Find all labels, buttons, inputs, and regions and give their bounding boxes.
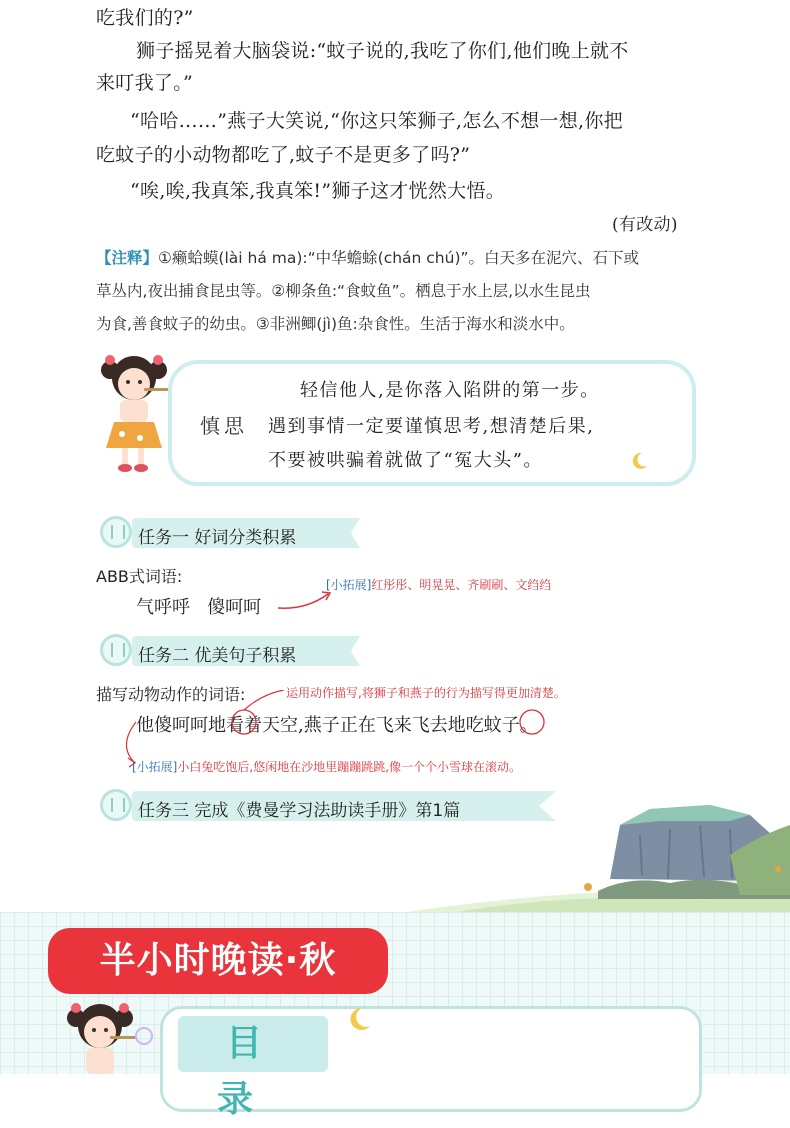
task2-extension — [132, 758, 521, 775]
task2-title: 任务二 优美句子积累 — [138, 646, 297, 666]
notes-text: ①癞蛤蟆(lài há ma):“中华蟾蜍(chán chú)”。白天多在泥穴、石下或 — [158, 249, 640, 267]
task1-title: 任务一 好词分类积累 — [138, 528, 297, 548]
tip-line: 遇到事情一定要谨慎思考,想清楚后果, — [268, 416, 595, 437]
tip-line: 不要被哄骗着就做了“冤大头”。 — [268, 450, 543, 471]
extension-tag: [小拓展] — [326, 578, 372, 592]
tip-label: 慎思 — [200, 414, 248, 438]
story-line: 来叮我了。” — [96, 72, 194, 94]
rock-landscape-illustration — [400, 795, 790, 915]
task2-category: 描写动物动作的词语: — [96, 685, 246, 704]
moon-icon — [344, 1004, 374, 1034]
girl-illustration — [62, 996, 162, 1074]
toc-title: 目录 — [178, 1016, 328, 1072]
section-banner: 半小时晚读·秋 — [48, 928, 388, 994]
notes-line-2: 草丛内,夜出捕食昆虫等。②柳条鱼:“食蚊鱼”。栖息于水上层,以水生昆虫 — [96, 282, 591, 300]
story-line: 狮子摇晃着大脑袋说:“蚊子说的,我吃了你们,他们晚上就不 — [136, 40, 629, 62]
task1-extension — [326, 576, 551, 593]
task1-words: 气呼呼 傻呵呵 — [136, 597, 262, 618]
story-line: “唉,唉,我真笨,我真笨!”狮子这才恍然大悟。 — [130, 180, 506, 202]
extension-text: 小白兔吃饱后,悠闲地在沙地里蹦蹦跳跳,像一个个小雪球在滚动。 — [177, 760, 522, 774]
task-icon — [100, 789, 132, 821]
task-icon — [100, 516, 132, 548]
task3-title: 任务三 完成《费曼学习法助读手册》第1篇 — [138, 801, 461, 821]
story-line: “哈哈……”燕子大笑说,“你这只笨狮子,怎么不想一想,你把 — [130, 110, 623, 132]
notes-line-1 — [96, 245, 639, 271]
task2-remark: 运用动作描写,将狮子和燕子的行为描写得更加清楚。 — [286, 686, 566, 700]
tip-line: 轻信他人,是你落入陷阱的第一步。 — [300, 380, 600, 401]
story-line: 吃我们的?” — [96, 7, 194, 29]
moon-icon — [628, 450, 650, 472]
story-line: 吃蚊子的小动物都吃了,蚊子不是更多了吗?” — [96, 144, 471, 166]
task2-sentence: 他傻呵呵地看着天空,燕子正在飞来飞去地吃蚊子。 — [136, 715, 538, 736]
notes-tag: 【注释】 — [96, 249, 159, 267]
task1-category: ABB式词语: — [96, 567, 183, 586]
adapted-note: (有改动) — [612, 215, 678, 235]
extension-text: 红彤彤、明晃晃、齐刷刷、文绉绉 — [371, 578, 552, 592]
notes-line-3: 为食,善食蚊子的幼虫。③非洲鲫(jì)鱼:杂食性。生活于海水和淡水中。 — [96, 315, 575, 333]
extension-tag: [小拓展] — [132, 760, 178, 774]
task-icon — [100, 634, 132, 666]
